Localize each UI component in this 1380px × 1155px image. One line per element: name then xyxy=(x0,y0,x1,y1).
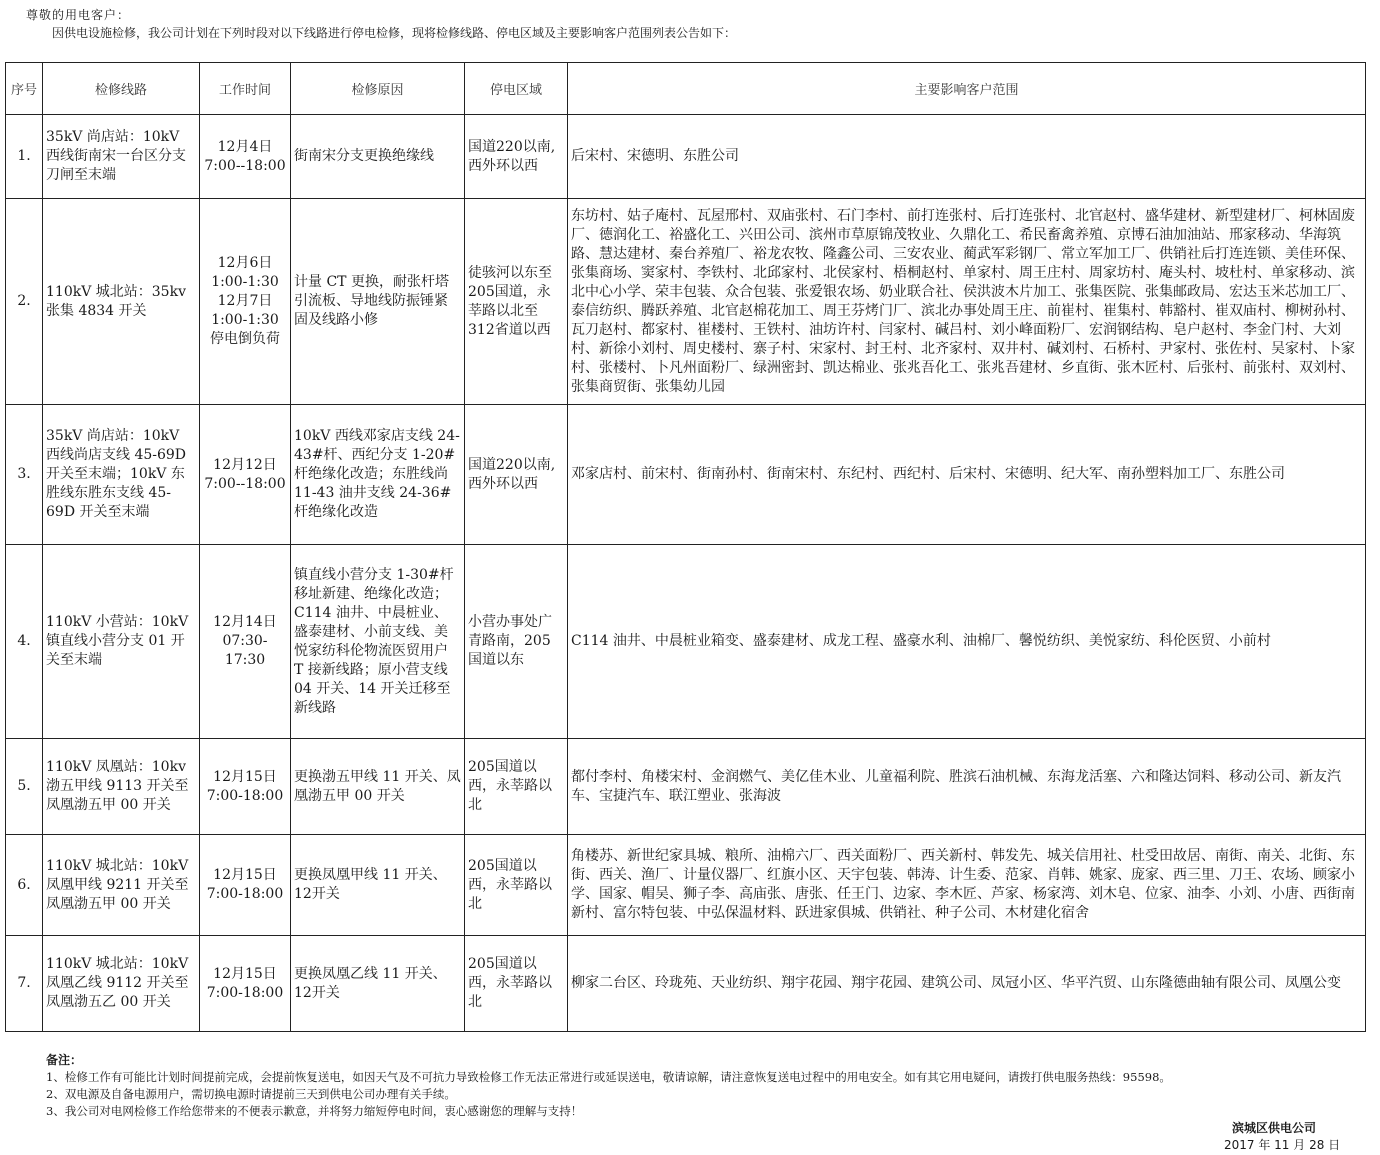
table-row xyxy=(6,545,1366,739)
notice-date: 2017 年 11 月 28 日 xyxy=(1224,1138,1341,1152)
time-line: 12月7日 xyxy=(217,293,273,309)
row-number: 7. xyxy=(6,936,43,1032)
row-time xyxy=(200,739,291,835)
time-line: 停电倒负荷 xyxy=(210,331,280,347)
row-number: 1. xyxy=(6,115,43,199)
table-row xyxy=(6,199,1366,405)
notes-section xyxy=(46,1052,1171,1120)
time-line: 07:30-17:30 xyxy=(222,633,268,668)
row-reason: 10kV 西线邓家店支线 24-43#杆、西纪分支 1-20#杆绝缘化改造；东胜线尚 11-43 油井支线 24-36#杆绝缘化改造 xyxy=(291,405,465,545)
row-reason: 更换凤凰乙线 11 开关、12开关 xyxy=(291,936,465,1032)
time-line: 7:00-18:00 xyxy=(206,886,284,902)
note-item: 3、我公司对电网检修工作给您带来的不便表示歉意，并将努力缩短停电时间，衷心感谢您的理解与支持！ xyxy=(46,1104,583,1118)
header-reason: 检修原因 xyxy=(291,63,465,115)
time-line: 12月12日 xyxy=(213,456,277,473)
table-header-row xyxy=(6,63,1366,115)
row-area: 小营办事处广青路南，205国道以东 xyxy=(465,545,568,739)
header-area: 停电区域 xyxy=(465,63,568,115)
time-line: 1:00-1:30 xyxy=(211,312,279,328)
row-line: 110kV 城北站：35kv 张集 4834 开关 xyxy=(43,199,200,405)
time-line: 12月14日 xyxy=(213,614,277,630)
outage-table xyxy=(5,62,1366,1032)
time-line: 1:00-1:30 xyxy=(211,274,279,290)
table-row xyxy=(6,739,1366,835)
header-customers: 主要影响客户范围 xyxy=(568,63,1366,115)
table-row xyxy=(6,936,1366,1032)
header-line: 检修线路 xyxy=(43,63,200,115)
table-row xyxy=(6,405,1366,545)
row-area: 国道220以南,西外环以西 xyxy=(465,405,568,545)
row-reason: 街南宋分支更换绝缘线 xyxy=(291,115,465,199)
row-customers: 邓家店村、前宋村、街南孙村、街南宋村、东纪村、西纪村、后宋村、宋德明、纪大军、南孙塑料加工厂、东胜公司 xyxy=(568,405,1366,545)
row-area: 205国道以西，永莘路以北 xyxy=(465,835,568,936)
row-line: 110kV 城北站：10kV 凤凰乙线 9112 开关至凤凰渤五乙 00 开关 xyxy=(43,936,200,1032)
time-line: 7:00-18:00 xyxy=(206,984,284,1001)
row-area: 205国道以西，永莘路以北 xyxy=(465,739,568,835)
company-name: 滨城区供电公司 xyxy=(1232,1121,1317,1135)
notes-title: 备注： xyxy=(46,1053,83,1067)
table-row xyxy=(6,835,1366,936)
row-time xyxy=(200,835,291,936)
row-time xyxy=(200,199,291,405)
row-reason: 更换渤五甲线 11 开关、凤凰渤五甲 00 开关 xyxy=(291,739,465,835)
row-number: 3. xyxy=(6,405,43,545)
time-line: 12月15日 xyxy=(213,768,277,785)
intro-text: 因供电设施检修，我公司计划在下列时段对以下线路进行停电检修，现将检修线路、停电区域及主要影响客户范围列表公告如下： xyxy=(52,26,737,40)
row-number: 5. xyxy=(6,739,43,835)
time-line: 7:00--18:00 xyxy=(204,475,286,492)
row-customers: C114 油井、中晨桩业箱变、盛泰建材、成龙工程、盛豪水利、油棉厂、馨悦纺织、美悦家纺、科伦医贸、小前村 xyxy=(568,545,1366,739)
row-time xyxy=(200,545,291,739)
note-item: 1、检修工作有可能比计划时间提前完成，会提前恢复送电，如因天气及不可抗力导致检修工作无法正常进行或延误送电，敬请谅解，请注意恢复送电过程中的用电安全。如有其它用电疑问，请拨打供电服务热线：95598。 xyxy=(46,1070,1171,1084)
row-customers: 柳家二台区、玲珑苑、天业纺织、翔宇花园、翔宇花园、建筑公司、凤冠小区、华平汽贸、山东隆德曲轴有限公司、凤凰公变 xyxy=(568,936,1366,1032)
time-line: 12月4日 xyxy=(217,138,273,155)
row-time xyxy=(200,936,291,1032)
row-line: 110kV 城北站：10kV 凤凰甲线 9211 开关至凤凰渤五甲 00 开关 xyxy=(43,835,200,936)
row-reason: 镇直线小营分支 1-30#杆移址新建、绝缘化改造；C114 油井、中晨桩业、盛泰建材、小前支线、美悦家纺科伦物流医贸用户 T 接新线路；原小营支线 04 开关、14 开关迁移至新线路 xyxy=(291,545,465,739)
row-number: 4. xyxy=(6,545,43,739)
row-number: 6. xyxy=(6,835,43,936)
row-reason: 计量 CT 更换，耐张杆塔引流板、导地线防振锤紧固及线路小修 xyxy=(291,199,465,405)
row-customers: 后宋村、宋德明、东胜公司 xyxy=(568,115,1366,199)
row-line: 110kV 小营站：10kV 镇直线小营分支 01 开关至末端 xyxy=(43,545,200,739)
header-time: 工作时间 xyxy=(200,63,291,115)
row-customers: 角楼苏、新世纪家具城、粮所、油棉六厂、西关面粉厂、西关新村、韩发先、城关信用社、杜受田故居、南街、南关、北街、东街、西关、渔厂、计量仪器厂、红旗小区、天宇包装、韩涛、计生委、范家、肖韩、姚家、庞家、西三里、刀王、农场、顾家小学、国家、帽吴、狮子李、高庙张、唐张、任王门、边家、李木匠、芦家、杨家湾、刘木皂、位家、油李、小刘、小唐、西街南新村、富尔特包装、中弘保温材料、跃进家俱城、供销社、种子公司、木材建化宿舍 xyxy=(568,835,1366,936)
row-area: 国道220以南,西外环以西 xyxy=(465,115,568,199)
time-line: 12月15日 xyxy=(213,867,277,883)
time-line: 7:00-18:00 xyxy=(206,787,284,804)
row-customers: 都付李村、角楼宋村、金润燃气、美亿佳木业、儿童福利院、胜滨石油机械、东海龙活塞、六和隆达饲料、移动公司、新友汽车、宝捷汽车、联江塑业、张海波 xyxy=(568,739,1366,835)
time-line: 12月6日 xyxy=(217,255,273,271)
time-line: 7:00--18:00 xyxy=(204,157,286,174)
row-reason: 更换凤凰甲线 11 开关、12开关 xyxy=(291,835,465,936)
note-item: 2、双电源及自备电源用户，需切换电源时请提前三天到供电公司办理有关手续。 xyxy=(46,1087,456,1101)
row-area: 徒骇河以东至205国道，永莘路以北至312省道以西 xyxy=(465,199,568,405)
header-no: 序号 xyxy=(6,63,43,115)
time-line: 12月15日 xyxy=(213,965,277,982)
table-row xyxy=(6,115,1366,199)
row-line: 110kV 凤凰站：10kv 渤五甲线 9113 开关至凤凰渤五甲 00 开关 xyxy=(43,739,200,835)
row-line: 35kV 尚店站：10kV 西线街南宋一台区分支刀闸至末端 xyxy=(43,115,200,199)
row-area: 205国道以西，永莘路以北 xyxy=(465,936,568,1032)
row-customers: 东坊村、姑子庵村、瓦屋邢村、双庙张村、石门李村、前打连张村、后打连张村、北官赵村、盛华建材、新型建材厂、柯林固废厂、德润化工、裕盛化工、兴田公司、滨州市草原锦茂牧业、久鼎化工、希民畜禽养殖、京博石油加油站、邢家移动、华海筑路、慧达建材、秦台养殖厂、裕龙农牧、隆鑫公司、三安农业、蔺武军彩钢厂、常立军加工厂、供销社后打连连锁、美佳环保、张集商场、窦家村、李铁村、北邱家村、北侯家村、梧桐赵村、单家村、周王庄村、周家坊村、庵头村、坡杜村、单家移动、滨北中心小学、荣丰包装、众合包装、张爱银农场、奶业联合社、侯洪波木片加工、张集医院、张集邮政局、宏达玉米芯加工厂、泰信纺织、腾跃养殖、北官赵棉花加工、周王芬烤门厂、滨北办事处周王庄、前崔村、崔集村、韩豁村、崔双庙村、柳树孙村、瓦刀赵村、都家村、崔楼村、王铁村、油坊许村、闫家村、碱吕村、刘小峰面粉厂、宏润钢结构、皂户赵村、李金门村、大刘村、新徐小刘村、周史楼村、寨子村、宋家村、封王村、北齐家村、双井村、碱刘村、石桥村、尹家村、张佐村、吴家村、卜家村、张楼村、卜凡州面粉厂、绿洲密封、凯达棉业、张兆吾化工、张兆吾建材、乡直街、张木匠村、后张村、前张村、双刘村、张集商贸街、张集幼儿园 xyxy=(568,199,1366,405)
greeting: 尊敬的用电客户： xyxy=(26,8,131,22)
row-number: 2. xyxy=(6,199,43,405)
row-time xyxy=(200,405,291,545)
row-line: 35kV 尚店站：10kV 西线尚店支线 45-69D 开关至末端；10kV 东胜线东胜东支线 45-69D 开关至末端 xyxy=(43,405,200,545)
row-time xyxy=(200,115,291,199)
